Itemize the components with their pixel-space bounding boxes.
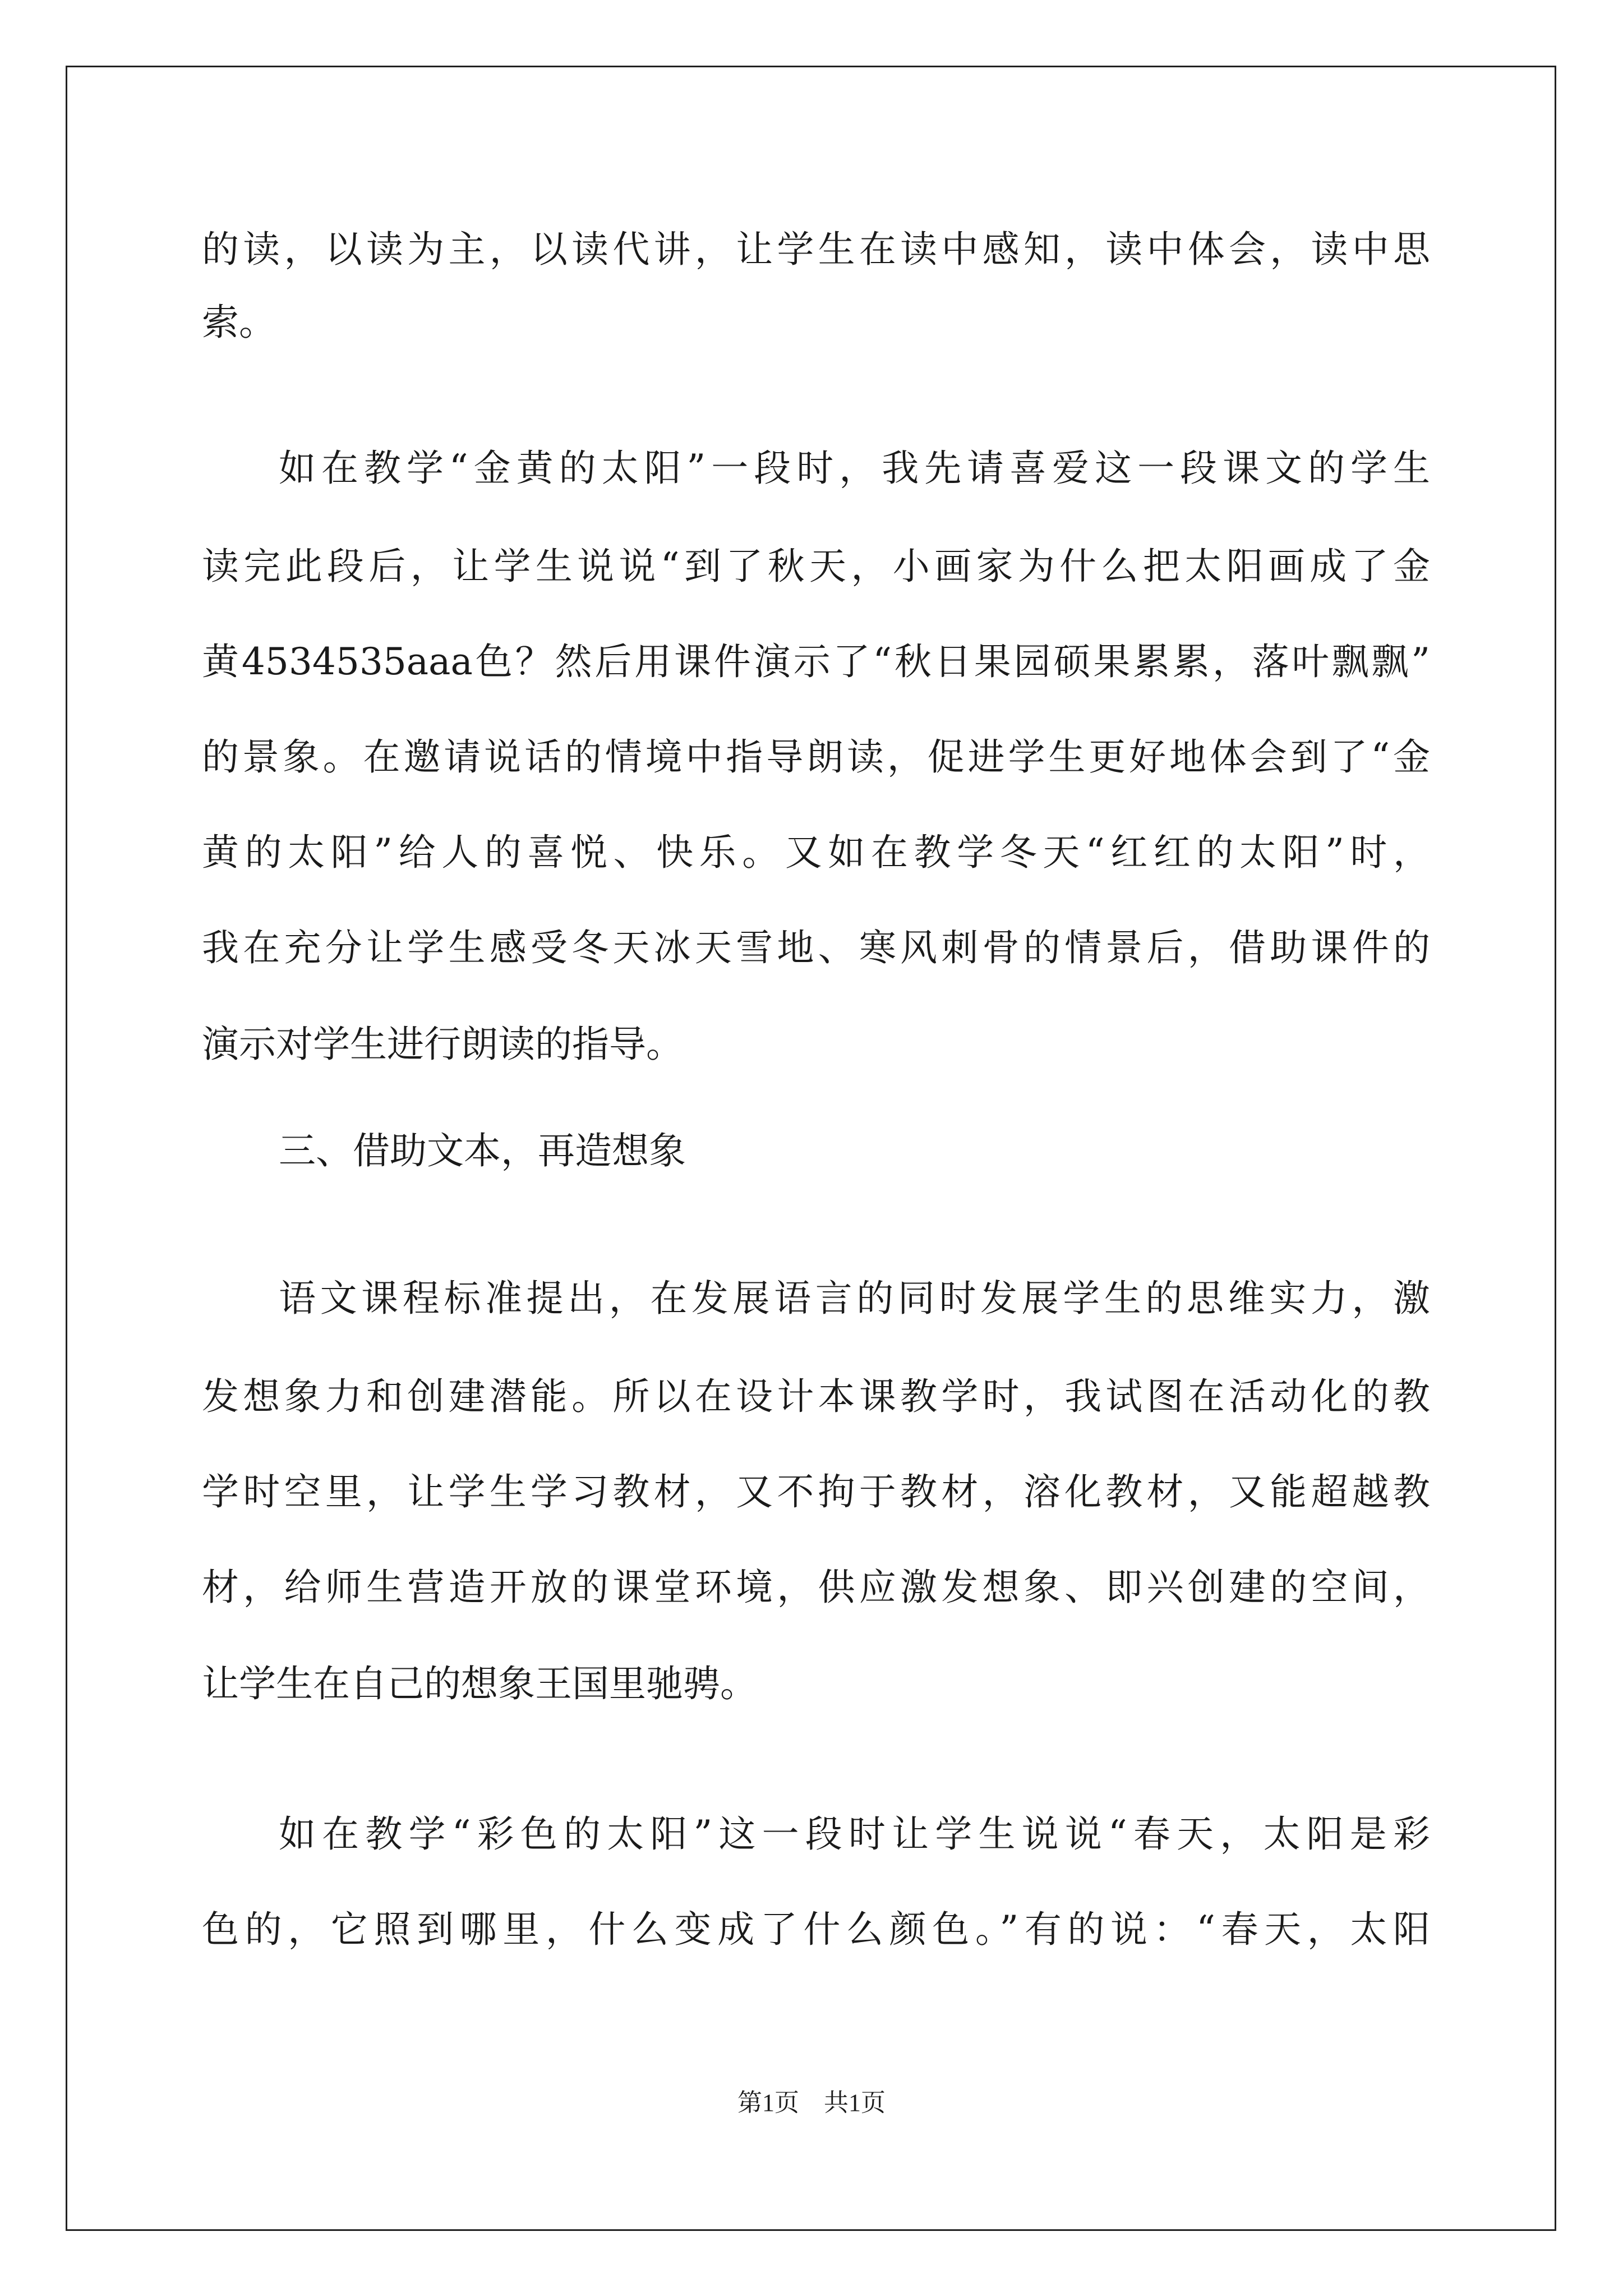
text-line: 黄4534535aaa色？然后用课件演示了“秋日果园硕果累累，落叶飘飘” bbox=[202, 640, 1430, 683]
section-heading: 三、借助文本，再造想象 bbox=[279, 1129, 686, 1172]
text-line: 语文课程标准提出，在发展语言的同时发展学生的思维实力，激 bbox=[279, 1277, 1430, 1320]
text-line: 如在教学“金黄的太阳”一段时，我先请喜爱这一段课文的学生 bbox=[279, 447, 1430, 490]
text-line: 如在教学“彩色的太阳”这一段时让学生说说“春天，太阳是彩 bbox=[279, 1812, 1430, 1856]
page-number: 第1页 共1页 bbox=[737, 2089, 886, 2116]
text-line: 材，给师生营造开放的课堂环境，供应激发想象、即兴创建的空间， bbox=[202, 1566, 1430, 1609]
text-line: 让学生在自己的想象王国里驰骋。 bbox=[202, 1662, 757, 1705]
text-line: 色的，它照到哪里，什么变成了什么颜色。”有的说：“春天，太阳 bbox=[202, 1908, 1430, 1951]
text-line: 索。 bbox=[202, 301, 276, 344]
text-line: 的读，以读为主，以读代讲，让学生在读中感知，读中体会，读中思 bbox=[202, 228, 1430, 271]
text-line: 学时空里，让学生学习教材，又不拘于教材，溶化教材，又能超越教 bbox=[202, 1470, 1430, 1513]
text-line: 我在充分让学生感受冬天冰天雪地、寒风刺骨的情景后，借助课件的 bbox=[202, 926, 1430, 969]
text-line: 发想象力和创建潜能。所以在设计本课教学时，我试图在活动化的教 bbox=[202, 1375, 1430, 1418]
text-line: 的景象。在邀请说话的情境中指导朗读，促进学生更好地体会到了“金 bbox=[202, 735, 1430, 779]
text-line: 读完此段后，让学生说说“到了秋天，小画家为什么把太阳画成了金 bbox=[202, 545, 1430, 588]
text-line: 演示对学生进行朗读的指导。 bbox=[202, 1023, 683, 1066]
text-line: 黄的太阳”给人的喜悦、快乐。又如在教学冬天“红红的太阳”时， bbox=[202, 831, 1430, 874]
